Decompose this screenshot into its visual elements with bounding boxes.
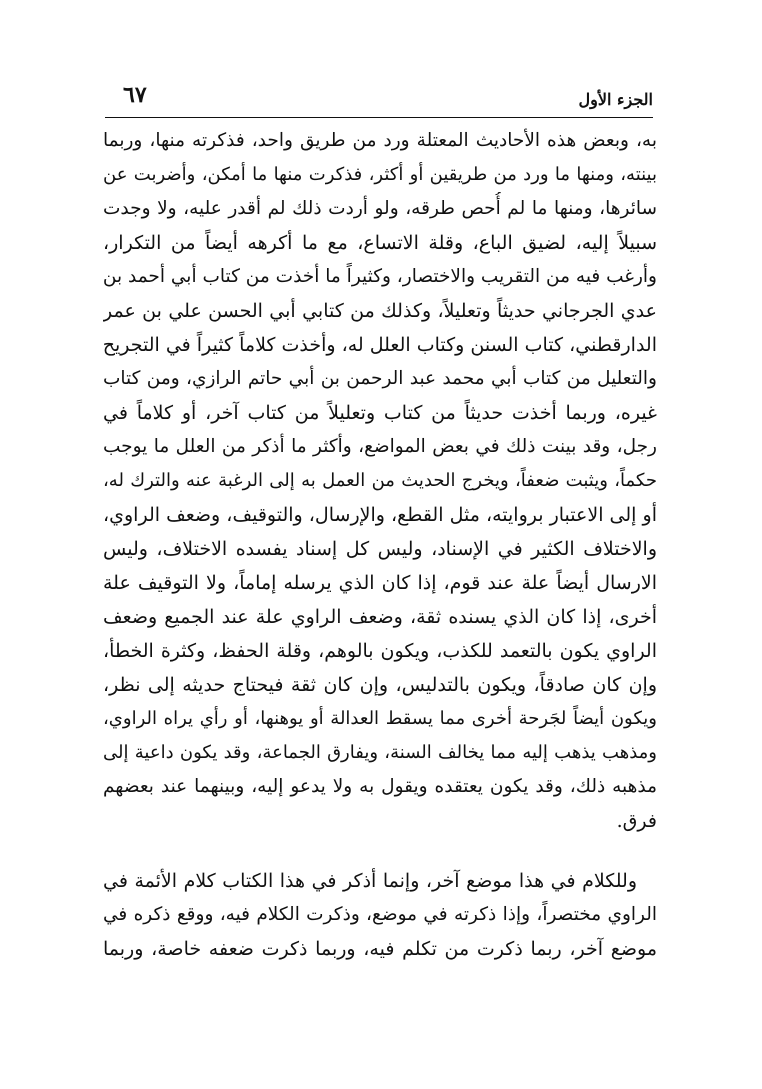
text-line: رجل، وقد بينت ذلك في بعض المواضع، وأكثر ما أذكر من العلل ما يوجب	[103, 436, 657, 457]
text-line: عدي الجرجاني حديثاً وتعليلاً، وكذلك من كتابي أبي الحسن علي بن عمر	[103, 300, 657, 322]
text-line: وإن كان صادقاً، ويكون بالتدليس، وإن كان ثقة فيحتاج حديثه إلى نظر،	[103, 674, 657, 696]
text-line: الراوي يكون بالتعمد للكذب، ويكون بالوهم، وقلة الحفظ، وكثرة الخطأ،	[103, 640, 657, 662]
text-line: مذهبه ذلك، وقد يكون يعتقده ويقول به ولا يدعو إليه، وبينهما عند بعضهم	[103, 776, 657, 797]
page-number: ٦٧	[123, 82, 147, 108]
text-line: سبيلاً إليه، لضيق الباع، وقلة الاتساع، مع ما أكرهه أيضاً من التكرار،	[103, 232, 657, 254]
text-line: موضع آخر، ربما ذكرت من تكلم فيه، وربما ذكرت ضعفه خاصة، وربما	[103, 938, 657, 960]
text-line: غيره، وربما أخذت حديثاً من كتاب وتعليلاً من كتاب آخر، أو كلاماً في	[103, 402, 657, 424]
text-line: وأرغب فيه من التقريب والاختصار، وكثيراً ما أخذت من كتاب أبي أحمد بن	[103, 266, 657, 287]
text-line: بينته، ومنها ما ورد من طريقين أو أكثر، فذكرت منها ما أمكن، وأضربت عن	[103, 164, 657, 185]
body-text	[103, 124, 657, 966]
text-line: أو إلى الاعتبار بروايته، مثل القطع، والإرسال، والتوقيف، وضعف الراوي،	[103, 504, 657, 526]
text-line: ومذهب يذهب إليه مما يخالف السنة، ويفارق الجماعة، وقد يكون داعية إلى	[103, 742, 657, 763]
text-line: الارسال أيضاً علة عند قوم، إذا كان الذي يرسله إماماً، ولا التوقيف علة	[103, 572, 657, 594]
text-line: به، وبعض هذه الأحاديث المعتلة ورد من طريق واحد، فذكرته منها، وربما	[103, 130, 657, 151]
text-line: أخرى، إذا كان الذي يسنده ثقة، وضعف الراوي علة عند الجميع وضعف	[103, 606, 657, 628]
text-line-last: فرق.	[616, 810, 657, 832]
running-title: الجزء الأول	[578, 90, 653, 109]
text-line: والاختلاف الكثير في الإسناد، وليس كل إسناد يفسده الاختلاف، وليس	[103, 538, 657, 560]
page-header	[105, 82, 653, 118]
text-line: الراوي مختصراً، وإذا ذكرته في موضع، وذكرت الكلام فيه، ووقع ذكره في	[103, 904, 657, 925]
text-line: وللكلام في هذا موضع آخر، وإنما أذكر في هذا الكتاب كلام الأئمة في	[103, 870, 637, 892]
text-line: والتعليل من كتاب أبي محمد عبد الرحمن بن أبي حاتم الرازي، ومن كتاب	[103, 368, 657, 389]
text-line: حكماً، ويثبت ضعفاً، ويخرج الحديث من العمل به إلى الرغبة عنه والترك له،	[103, 470, 657, 491]
text-line: الدارقطني، كتاب السنن وكتاب العلل له، وأخذت كلاماً كثيراً في التجريح	[103, 334, 657, 356]
text-line: سائرها، ومنها ما لم أُحص طرقه، ولو أردت ذلك لم أقدر عليه، ولا وجدت	[103, 198, 657, 219]
paragraph-gap	[103, 838, 657, 864]
text-line: ويكون أيضاً لجَرحة أخرى مما يسقط العدالة أو يوهنها، أو رأي يراه الراوي،	[103, 708, 657, 729]
